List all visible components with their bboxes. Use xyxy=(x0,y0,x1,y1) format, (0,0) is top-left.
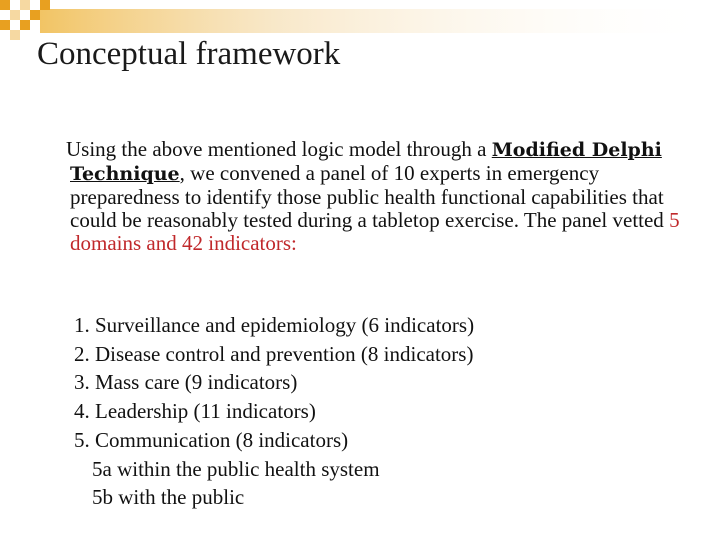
intro-emphasis: Modified Delphi Technique xyxy=(70,139,662,185)
domain-item: 1. Surveillance and epidemiology (6 indicators) xyxy=(74,313,475,337)
slide-title: Conceptual framework xyxy=(37,36,341,72)
domain-item: 3. Mass care (9 indicators) xyxy=(74,370,298,395)
domain-subitem: 5a within the public health system xyxy=(92,456,380,481)
intro-lead: Using the above mentioned logic model through a xyxy=(66,137,492,161)
domain-item: 5. Communication (8 indicators) xyxy=(74,427,349,452)
domain-item: 4. Leadership (11 indicators) xyxy=(74,399,316,424)
domain-subitem: 5b with the public xyxy=(92,485,245,510)
intro-highlight: 5 domains and 42 indicators: xyxy=(70,208,680,255)
intro-paragraph xyxy=(66,137,682,255)
intro-middle: , we convened a panel of 10 experts in emergency preparedness to identify those public health functional capabilities that could be reasonably tested during a tabletop exercise. The panel vetted xyxy=(70,161,670,232)
domain-item: 2. Disease control and prevention (8 indicators) xyxy=(74,341,474,366)
domain-list xyxy=(74,311,474,512)
header-fade-bar xyxy=(40,9,720,33)
